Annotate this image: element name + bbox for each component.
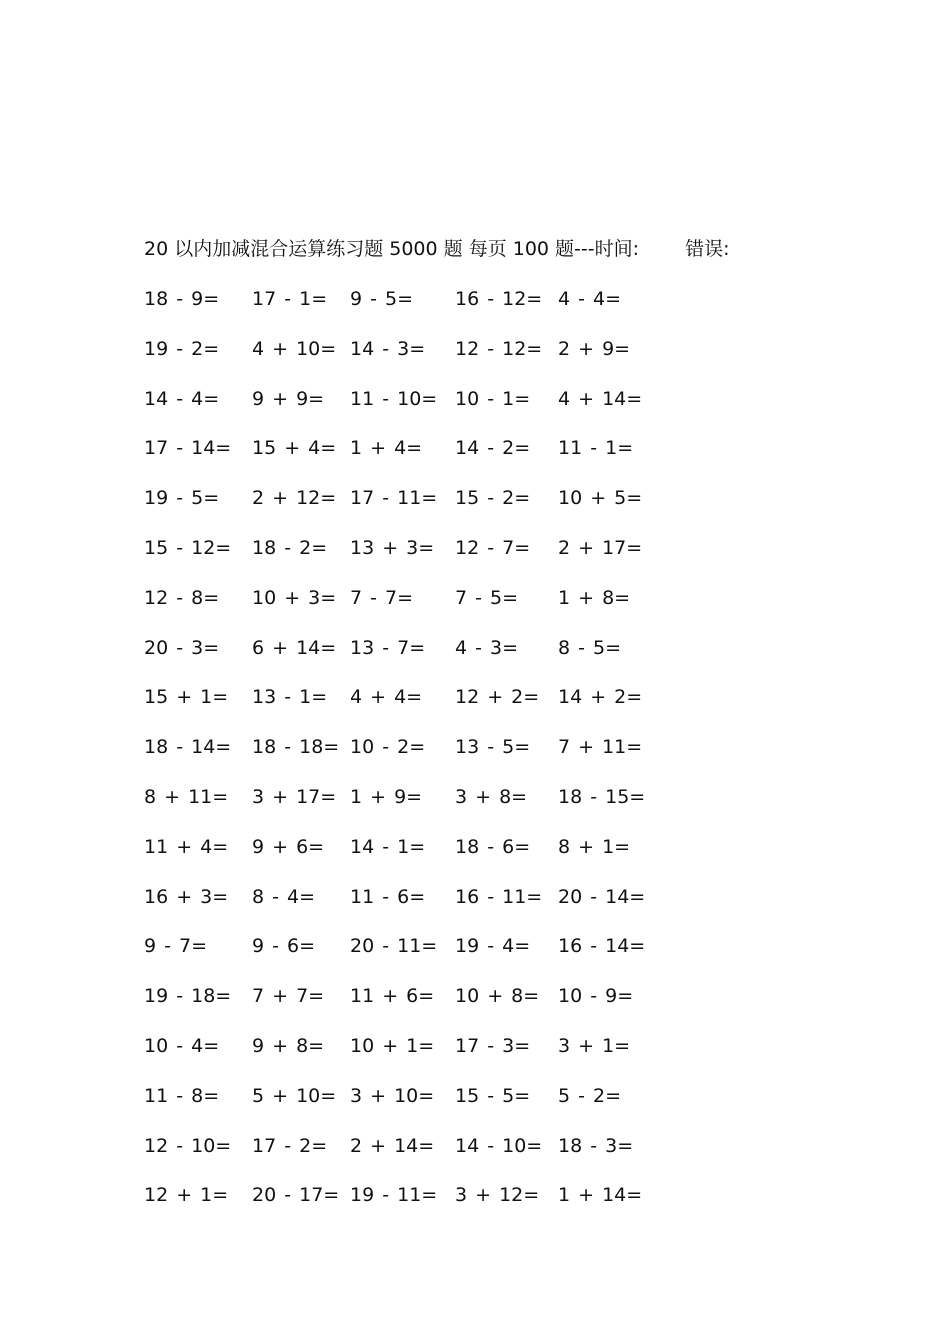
math-problem: 11 + 4= bbox=[144, 835, 229, 858]
math-problem: 17 - 2= bbox=[252, 1134, 328, 1157]
math-problem: 4 + 14= bbox=[558, 387, 643, 410]
math-problem: 19 - 2= bbox=[144, 337, 220, 360]
math-problem: 16 - 11= bbox=[455, 885, 543, 908]
math-problem: 1 + 8= bbox=[558, 586, 631, 609]
math-problem: 7 + 11= bbox=[558, 736, 643, 759]
math-problem: 9 - 5= bbox=[350, 288, 414, 310]
math-problem: 7 + 7= bbox=[252, 985, 325, 1008]
math-problem: 10 - 9= bbox=[558, 985, 634, 1008]
math-problem: 11 + 6= bbox=[350, 985, 435, 1008]
math-problem: 6 + 14= bbox=[252, 636, 337, 659]
math-problem: 20 - 14= bbox=[558, 885, 646, 908]
math-problem: 10 - 1= bbox=[455, 387, 531, 410]
math-problem: 2 + 12= bbox=[252, 487, 337, 510]
math-problem: 20 - 17= bbox=[252, 1184, 340, 1207]
math-problem: 15 + 1= bbox=[144, 686, 229, 709]
title-text: 20 以内加减混合运算练习题 5000 题 每页 100 题---时间: bbox=[144, 238, 640, 260]
math-problem: 9 + 8= bbox=[252, 1034, 325, 1057]
math-problem: 8 - 4= bbox=[252, 885, 316, 908]
errors-label: 错误: bbox=[685, 238, 730, 260]
math-problem: 4 + 4= bbox=[350, 686, 423, 709]
math-problem: 16 + 3= bbox=[144, 885, 229, 908]
math-problem: 10 + 3= bbox=[252, 586, 337, 609]
math-problem: 18 - 18= bbox=[252, 736, 340, 759]
math-problem: 7 - 7= bbox=[350, 586, 414, 609]
math-problem: 5 - 2= bbox=[558, 1084, 622, 1107]
worksheet-title bbox=[144, 234, 729, 264]
math-problem: 13 - 7= bbox=[350, 636, 426, 659]
math-problem: 15 - 12= bbox=[144, 536, 232, 559]
math-problem: 3 + 8= bbox=[455, 785, 528, 808]
math-problem: 5 + 10= bbox=[252, 1084, 337, 1107]
math-problem: 1 + 9= bbox=[350, 785, 423, 808]
math-problem: 3 + 10= bbox=[350, 1084, 435, 1107]
math-problem: 12 - 7= bbox=[455, 536, 531, 559]
math-problem: 7 - 5= bbox=[455, 586, 519, 609]
math-problem: 17 - 3= bbox=[455, 1034, 531, 1057]
math-problem: 15 - 2= bbox=[455, 487, 531, 510]
math-problem: 18 - 14= bbox=[144, 736, 232, 759]
math-problem: 18 - 15= bbox=[558, 785, 646, 808]
math-problem: 12 + 1= bbox=[144, 1184, 229, 1207]
math-problem: 19 - 5= bbox=[144, 487, 220, 510]
math-problem: 3 + 17= bbox=[252, 785, 337, 808]
math-problem: 1 + 14= bbox=[558, 1184, 643, 1207]
math-problem: 13 + 3= bbox=[350, 536, 435, 559]
math-problem: 12 + 2= bbox=[455, 686, 540, 709]
math-problem: 20 - 11= bbox=[350, 935, 438, 958]
math-problem: 13 - 1= bbox=[252, 686, 328, 709]
math-problem: 19 - 4= bbox=[455, 935, 531, 958]
math-problem: 4 + 10= bbox=[252, 337, 337, 360]
math-problem: 14 - 10= bbox=[455, 1134, 543, 1157]
math-problem: 10 + 1= bbox=[350, 1034, 435, 1057]
math-problem: 14 - 4= bbox=[144, 387, 220, 410]
math-problem: 1 + 4= bbox=[350, 437, 423, 460]
math-problem: 9 + 6= bbox=[252, 835, 325, 858]
math-problem: 8 - 5= bbox=[558, 636, 622, 659]
math-problem: 11 - 10= bbox=[350, 387, 438, 410]
math-problem: 10 + 5= bbox=[558, 487, 643, 510]
math-problem: 2 + 9= bbox=[558, 337, 631, 360]
math-problem: 14 - 2= bbox=[455, 437, 531, 460]
math-problem: 10 - 4= bbox=[144, 1034, 220, 1057]
math-problem: 17 - 11= bbox=[350, 487, 438, 510]
math-problem: 4 - 3= bbox=[455, 636, 519, 659]
math-problem: 9 + 9= bbox=[252, 387, 325, 410]
math-problem: 12 - 8= bbox=[144, 586, 220, 609]
math-problem: 15 - 5= bbox=[455, 1084, 531, 1107]
math-problem: 14 + 2= bbox=[558, 686, 643, 709]
math-problem: 11 - 8= bbox=[144, 1084, 220, 1107]
math-problem: 18 - 2= bbox=[252, 536, 328, 559]
math-problem: 2 + 14= bbox=[350, 1134, 435, 1157]
math-problem: 4 - 4= bbox=[558, 288, 622, 310]
math-problem: 17 - 14= bbox=[144, 437, 232, 460]
math-problem: 14 - 3= bbox=[350, 337, 426, 360]
math-problem: 19 - 18= bbox=[144, 985, 232, 1008]
math-problem: 15 + 4= bbox=[252, 437, 337, 460]
math-problem: 18 - 9= bbox=[144, 288, 220, 310]
math-problem: 19 - 11= bbox=[350, 1184, 438, 1207]
math-problem: 11 - 1= bbox=[558, 437, 634, 460]
math-problem: 3 + 12= bbox=[455, 1184, 540, 1207]
math-problem: 8 + 1= bbox=[558, 835, 631, 858]
math-problem: 8 + 11= bbox=[144, 785, 229, 808]
math-problem: 16 - 12= bbox=[455, 288, 543, 310]
math-problem: 2 + 17= bbox=[558, 536, 643, 559]
math-problem: 20 - 3= bbox=[144, 636, 220, 659]
math-problem: 12 - 12= bbox=[455, 337, 543, 360]
math-problem: 13 - 5= bbox=[455, 736, 531, 759]
math-problem: 10 - 2= bbox=[350, 736, 426, 759]
math-problem: 9 - 7= bbox=[144, 935, 208, 958]
math-problem: 10 + 8= bbox=[455, 985, 540, 1008]
math-problem: 12 - 10= bbox=[144, 1134, 232, 1157]
math-problem: 18 - 3= bbox=[558, 1134, 634, 1157]
math-problem: 16 - 14= bbox=[558, 935, 646, 958]
math-problem: 3 + 1= bbox=[558, 1034, 631, 1057]
math-problem: 18 - 6= bbox=[455, 835, 531, 858]
math-problem: 17 - 1= bbox=[252, 288, 328, 310]
math-problem: 9 - 6= bbox=[252, 935, 316, 958]
math-problem: 14 - 1= bbox=[350, 835, 426, 858]
math-problem: 11 - 6= bbox=[350, 885, 426, 908]
